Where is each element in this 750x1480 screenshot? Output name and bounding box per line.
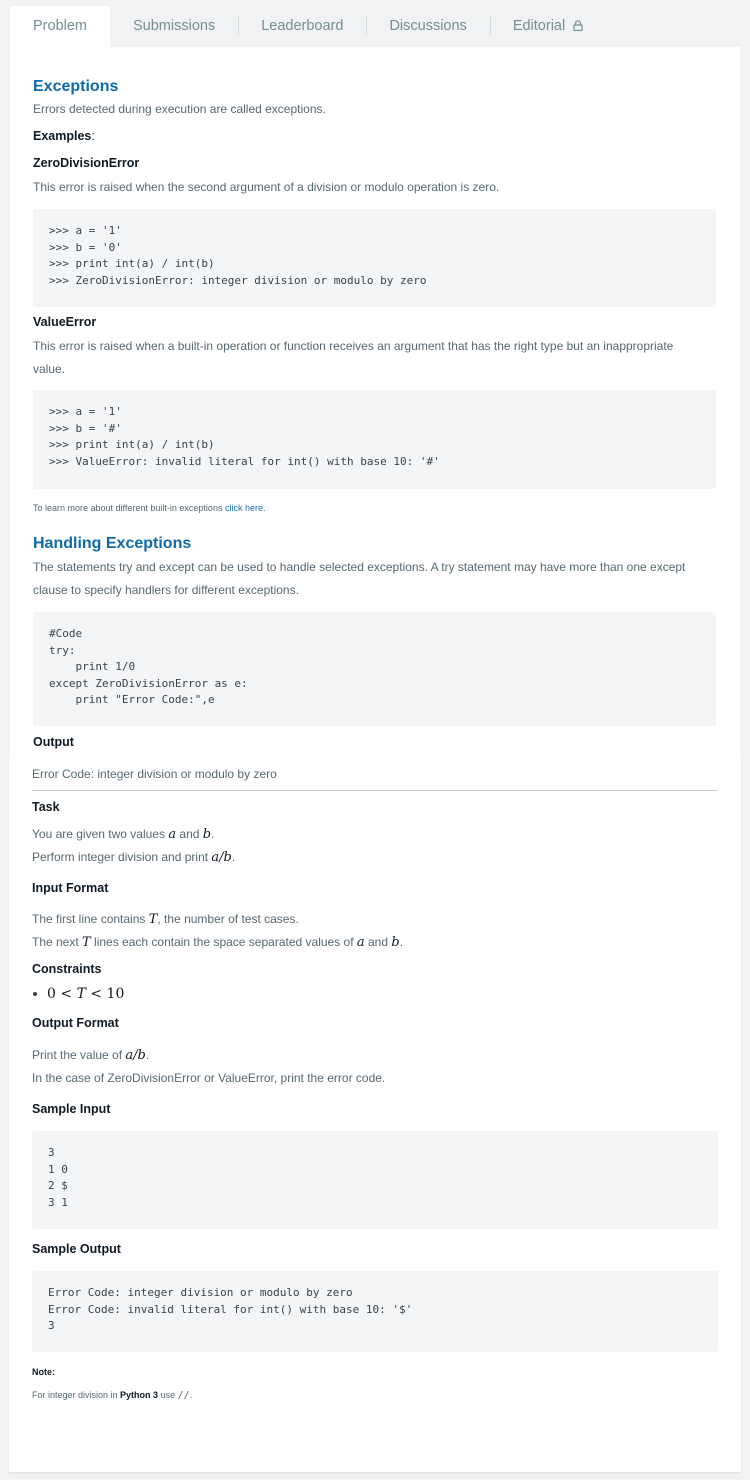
note-python3: Python 3 <box>120 1390 159 1400</box>
constraint-lower: 0 <box>47 986 56 1002</box>
input-format-line2-mid: lines each contain the space separated values of <box>90 935 357 949</box>
valueerror-code-block: >>> a = '1' >>> b = '#' >>> print int(a) / int(b) >>> ValueError: invalid literal for int() with base 10: '#' <box>33 390 716 489</box>
output-value: Error Code: integer division or modulo by zero <box>32 767 277 781</box>
task-heading: Task <box>32 800 60 814</box>
var-b: b <box>202 827 212 842</box>
learn-more-period: . <box>262 503 266 513</box>
lock-icon <box>573 20 583 31</box>
bullet-icon <box>33 992 37 996</box>
task-line2 <box>32 846 235 869</box>
section-divider <box>32 790 718 791</box>
handling-exceptions-heading: Handling Exceptions <box>33 535 192 552</box>
input-format-line2-period: . <box>399 935 404 949</box>
tab-discussions-label: Discussions <box>389 18 467 34</box>
tab-editorial-label: Editorial <box>512 18 566 34</box>
click-here-link[interactable]: click here <box>224 503 263 513</box>
constraint-lt: < <box>55 986 77 1002</box>
zerodivision-heading: ZeroDivisionError <box>33 156 140 170</box>
output-heading: Output <box>33 735 74 749</box>
var-a: a <box>356 935 365 950</box>
var-T: T <box>82 935 91 950</box>
learn-more-text <box>33 503 265 513</box>
note-use: use <box>158 1390 178 1400</box>
tab-discussions[interactable] <box>366 6 489 47</box>
problem-tabs <box>10 6 606 47</box>
output-format-line1-period: . <box>145 1048 150 1062</box>
learn-more-prefix: To learn more about different built-in exceptions <box>33 503 225 513</box>
note-operator: // <box>177 1390 190 1401</box>
input-format-line1 <box>32 908 299 931</box>
sample-output-code-block: Error Code: integer division or modulo by zero Error Code: invalid literal for int() with base 10: '$' 3 <box>32 1271 718 1352</box>
output-format-line1-prefix: Print the value of <box>32 1048 126 1062</box>
output-format-line1 <box>32 1044 149 1067</box>
input-format-line2-prefix: The next <box>32 935 83 949</box>
note-text <box>32 1390 192 1401</box>
valueerror-description-line1: This error is raised when a built-in operation or function receives an argument that has the right type but an inappropriate <box>33 339 674 353</box>
valueerror-description-line2: value. <box>33 362 66 376</box>
examples-label-text: Examples <box>33 129 92 143</box>
tab-submissions-label: Submissions <box>133 18 216 34</box>
task-line2-period: . <box>231 850 236 864</box>
valueerror-heading: ValueError <box>33 315 97 329</box>
task-line1-and: and <box>176 827 203 841</box>
tab-problem-label: Problem <box>33 18 87 34</box>
exceptions-intro: Errors detected during execution are called exceptions. <box>33 102 326 116</box>
note-prefix: For integer division in <box>32 1390 121 1400</box>
input-format-heading: Input Format <box>32 881 109 895</box>
tab-leaderboard[interactable] <box>238 6 366 47</box>
constraint-upper: 10 <box>106 986 125 1002</box>
input-format-line2-and: and <box>364 935 392 949</box>
sample-input-heading: Sample Input <box>32 1102 111 1116</box>
tab-problem[interactable] <box>10 6 110 47</box>
var-T: T <box>148 912 158 927</box>
handling-line2: clause to specify handlers for different exceptions. <box>33 583 299 597</box>
input-format-line2 <box>32 931 403 954</box>
tab-leaderboard-label: Leaderboard <box>261 18 344 34</box>
expr-a-over-b: a/b <box>125 1048 146 1063</box>
task-line1-prefix: You are given two values <box>32 827 169 841</box>
input-format-line1-prefix: The first line contains <box>32 912 149 926</box>
input-format-line1-suffix: , the number of test cases. <box>157 912 299 926</box>
note-period: . <box>189 1390 193 1400</box>
handling-code-block: #Code try: print 1/0 except ZeroDivisionError as e: print "Error Code:",e <box>33 612 716 726</box>
tab-submissions[interactable] <box>110 6 238 47</box>
var-a: a <box>168 827 177 842</box>
task-line2-prefix: Perform integer division and print <box>32 850 212 864</box>
task-line1-period: . <box>211 827 215 841</box>
var-b: b <box>391 935 400 950</box>
sample-output-heading: Sample Output <box>32 1242 121 1256</box>
note-heading: Note: <box>32 1367 55 1377</box>
constraint-lt: < <box>85 986 107 1002</box>
handling-line1: The statements try and except can be used to handle selected exceptions. A try statement may have more than one except <box>33 560 686 574</box>
output-format-heading: Output Format <box>32 1016 119 1030</box>
constraints-heading: Constraints <box>32 962 102 976</box>
zerodivision-code-block: >>> a = '1' >>> b = '0' >>> print int(a) / int(b) >>> ZeroDivisionError: integer division or modulo by zero <box>33 209 716 307</box>
task-line1 <box>32 823 214 846</box>
sample-input-code-block: 3 1 0 2 $ 3 1 <box>32 1131 718 1229</box>
zerodivision-description: This error is raised when the second argument of a division or modulo operation is zero. <box>33 180 500 194</box>
tab-editorial[interactable] <box>490 6 606 47</box>
exceptions-heading: Exceptions <box>33 78 119 95</box>
constraint-item <box>33 983 124 1004</box>
output-format-line2: In the case of ZeroDivisionError or ValueError, print the error code. <box>32 1071 386 1085</box>
constraint-var: T <box>76 986 86 1002</box>
examples-label <box>33 129 95 143</box>
examples-colon: : <box>91 129 95 143</box>
expr-a-over-b: a/b <box>211 850 232 865</box>
